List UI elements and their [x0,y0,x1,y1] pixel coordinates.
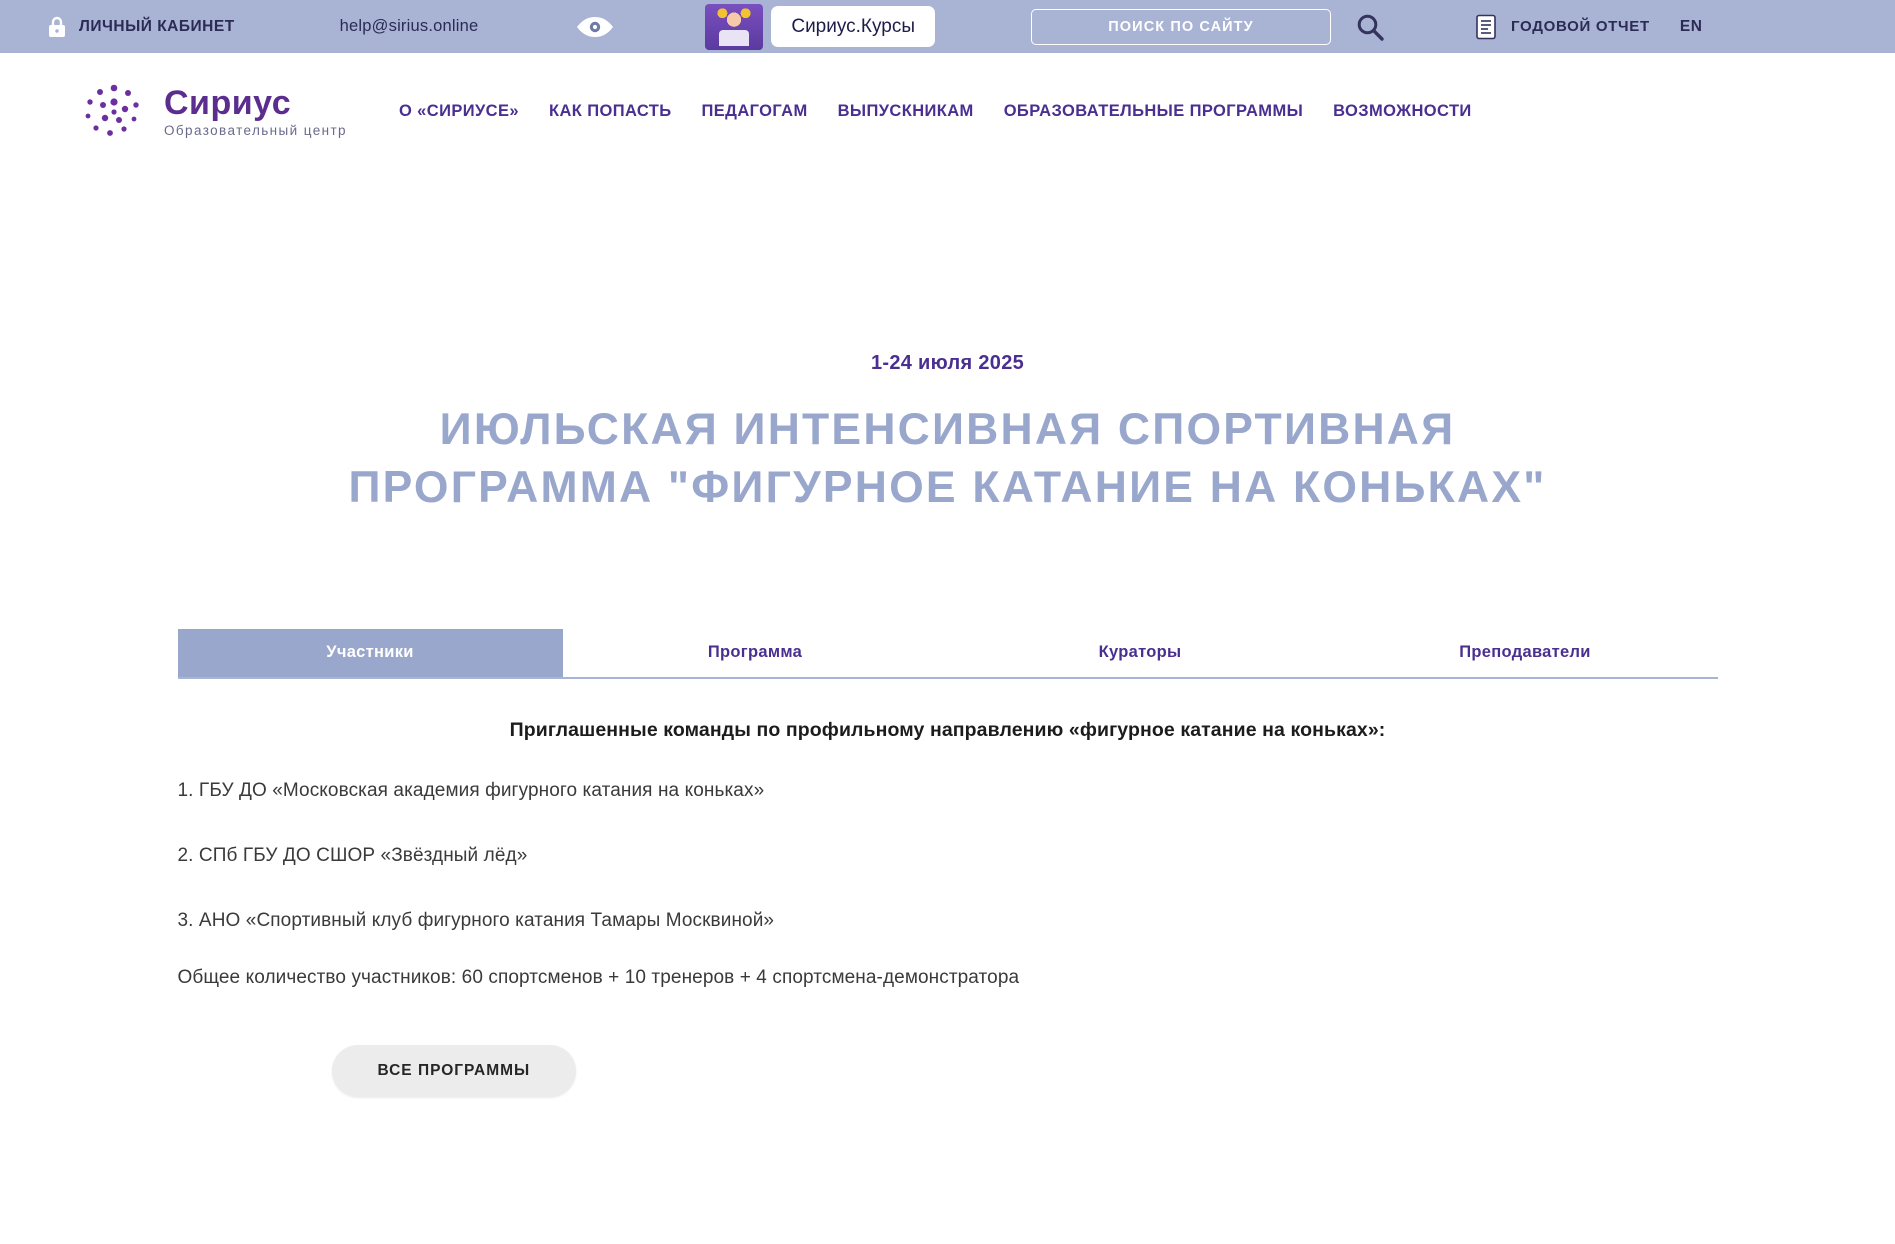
main-navigation [399,102,1472,121]
annual-report-label: ГОДОВОЙ ОТЧЕТ [1511,18,1650,35]
logo-subtitle: Образовательный центр [164,122,347,138]
program-dates: 1-24 июля 2025 [870,352,1025,374]
participants-total: Общее количество участников: 60 спортсменов + 10 тренеров + 4 спортсмена-демонстратора [177,966,1020,988]
tab-curators[interactable]: Кураторы [1098,643,1182,662]
site-search-label: ПОИСК ПО САЙТУ [1108,18,1254,35]
hero-section [0,170,1895,517]
document-icon [1475,13,1499,41]
program-tabs [178,629,1718,679]
participants-heading: Приглашенные команды по профильному направлению «фигурное катание на коньках»: [509,718,1386,741]
nav-item-about[interactable]: О «СИРИУСЕ» [398,102,519,120]
site-header [0,53,1895,170]
list-item: 1. ГБУ ДО «Московская академия фигурного катания на коньках» [177,779,765,801]
annual-report-link[interactable] [1475,13,1650,41]
sirius-logo-icon [78,78,150,146]
utility-bar [0,0,1895,53]
tab-lecturers[interactable]: Преподаватели [1459,643,1591,662]
mascot-avatar-icon [705,4,763,50]
page-title: ИЮЛЬСКАЯ ИНТЕНСИВНАЯ СПОРТИВНАЯ ПРОГРАММА "ФИГУРНОЕ КАТАНИЕ НА КОНЬКАХ" [348,405,1547,512]
support-email-link[interactable]: help@sirius.online [339,17,479,35]
accessibility-eye-icon[interactable] [573,12,617,42]
list-item: 2. СПб ГБУ ДО СШОР «Звёздный лёд» [177,844,528,866]
logo-title: Сириус [164,83,292,122]
invited-teams-list [178,780,1718,989]
sirius-courses-link[interactable] [705,4,935,50]
all-programs-button-row [178,1045,1718,1097]
list-item: 3. АНО «Спортивный клуб фигурного катания Тамары Москвиной» [177,909,775,931]
nav-item-opportunities[interactable]: ВОЗМОЖНОСТИ [1333,102,1472,120]
site-search-input[interactable] [1031,9,1331,45]
personal-account-label: ЛИЧНЫЙ КАБИНЕТ [79,17,235,35]
language-switcher[interactable]: EN [1679,17,1703,35]
sirius-courses-label: Сириус.Курсы [771,6,935,47]
nav-item-how-to-join[interactable]: КАК ПОПАСТЬ [548,102,672,120]
logo-link[interactable] [78,78,347,146]
nav-item-alumni[interactable]: ВЫПУСКНИКАМ [837,102,974,120]
personal-account-link[interactable] [46,14,235,40]
tab-participants[interactable]: Участники [178,629,563,677]
tab-program[interactable]: Программа [707,643,803,662]
nav-item-teachers[interactable]: ПЕДАГОГАМ [701,102,808,120]
search-icon[interactable] [1353,10,1387,44]
tab-panel-participants [178,679,1718,1097]
all-programs-button[interactable]: ВСЕ ПРОГРАММЫ [332,1045,577,1097]
lock-icon [46,14,68,40]
nav-item-educational-programs[interactable]: ОБРАЗОВАТЕЛЬНЫЕ ПРОГРАММЫ [1003,102,1304,120]
